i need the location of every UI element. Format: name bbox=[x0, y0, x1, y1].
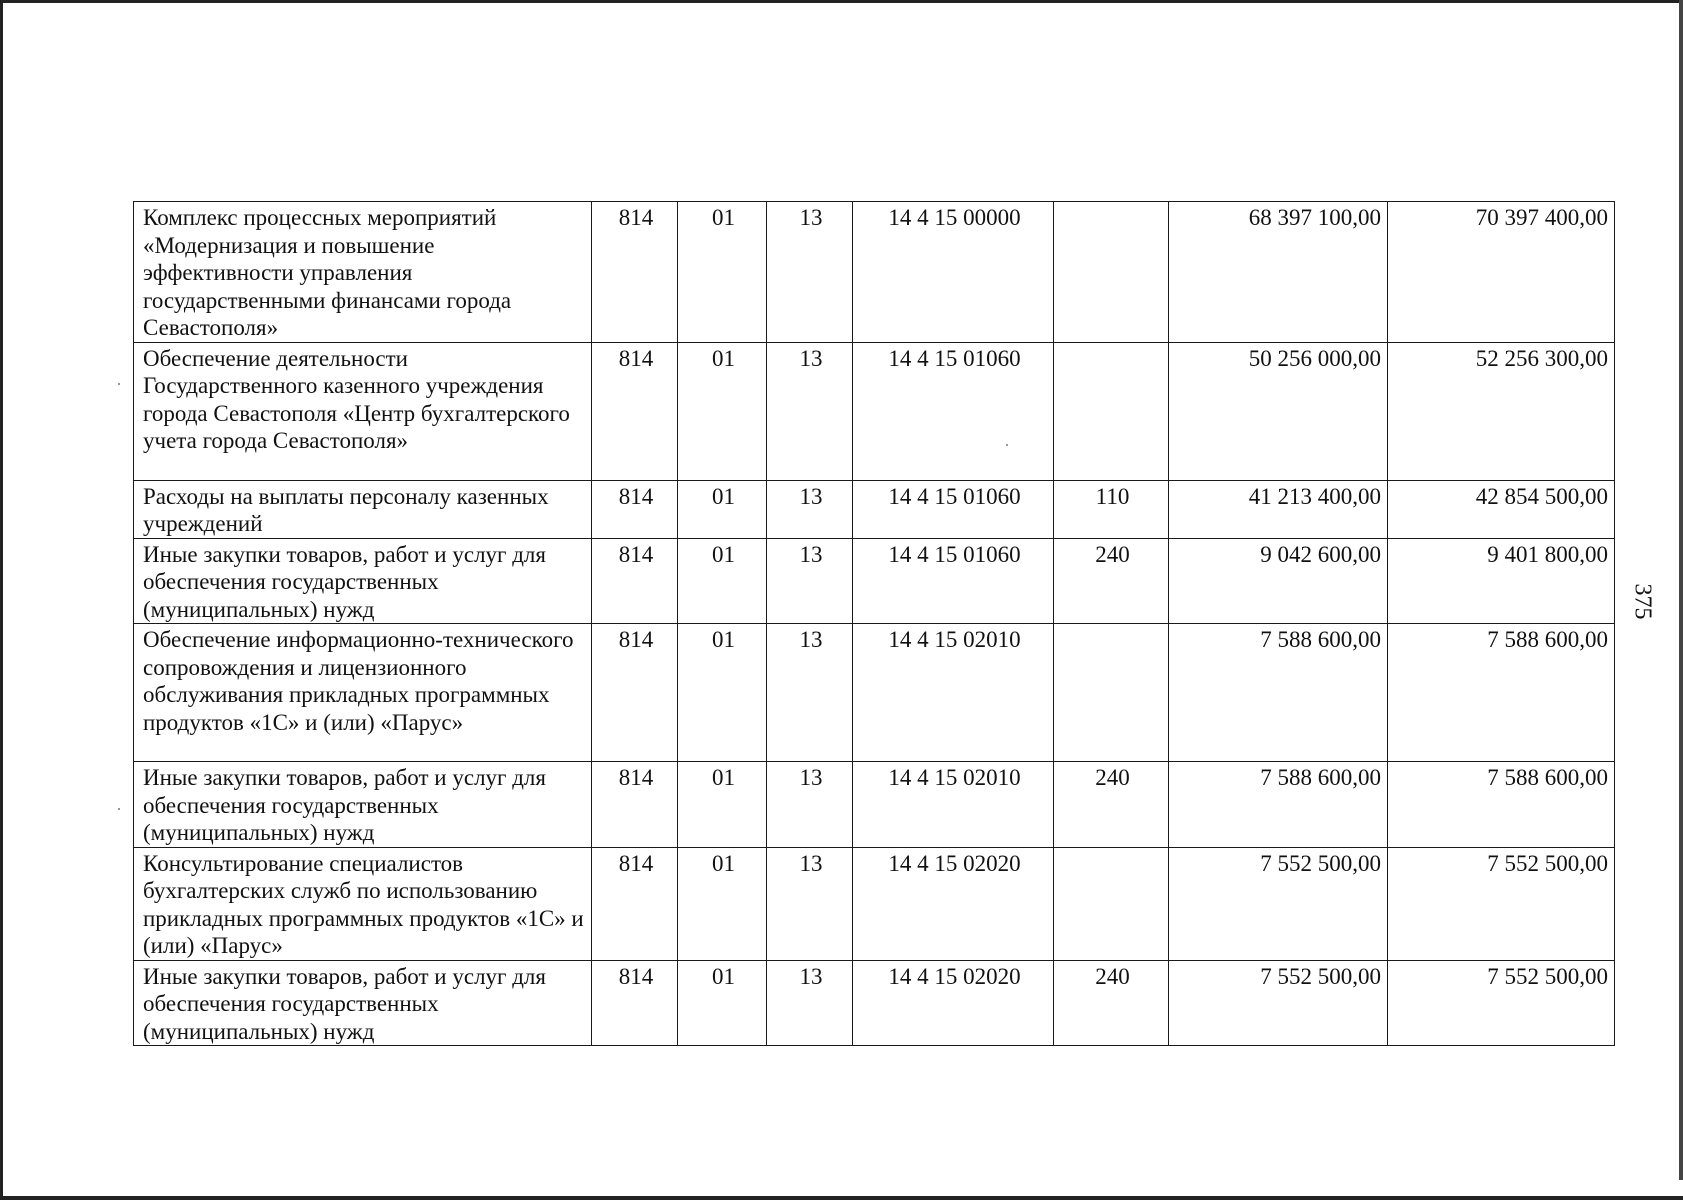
subsection-cell: 13 bbox=[767, 960, 853, 1046]
expense-type-cell: 240 bbox=[1054, 538, 1169, 624]
section-cell: 01 bbox=[678, 624, 767, 762]
section-cell: 01 bbox=[678, 762, 767, 848]
amount-year2-cell: 7 588 600,00 bbox=[1388, 624, 1615, 762]
expense-type-cell bbox=[1054, 342, 1169, 480]
table-row bbox=[134, 960, 1615, 1046]
expense-name-cell: Расходы на выплаты персоналу казенных учреждений bbox=[134, 480, 592, 538]
expense-type-cell: 240 bbox=[1054, 762, 1169, 848]
target-article-cell: 14 4 15 01060 bbox=[853, 480, 1054, 538]
amount-year1-cell: 7 552 500,00 bbox=[1169, 847, 1388, 960]
target-article-cell: 14 4 15 02010 bbox=[853, 762, 1054, 848]
section-cell: 01 bbox=[678, 960, 767, 1046]
expense-name-cell: Консультирование специалистов бухгалтерских служб по использованию прикладных программных продуктов «1С» и (или) «Парус» bbox=[134, 847, 592, 960]
amount-year1-cell: 50 256 000,00 bbox=[1169, 342, 1388, 480]
amount-year2-cell: 7 552 500,00 bbox=[1388, 960, 1615, 1046]
expense-type-cell bbox=[1054, 202, 1169, 343]
subsection-cell: 13 bbox=[767, 342, 853, 480]
expense-name-cell: Иные закупки товаров, работ и услуг для обеспечения государственных (муниципальных) нужд bbox=[134, 538, 592, 624]
ministry-code-cell: 814 bbox=[592, 202, 678, 343]
expense-name-cell: Комплекс процессных мероприятий «Модернизация и повышение эффективности управления государственными финансами города Севастополя» bbox=[134, 202, 592, 343]
expense-name-cell: Иные закупки товаров, работ и услуг для обеспечения государственных (муниципальных) нужд bbox=[134, 960, 592, 1046]
budget-table-body bbox=[134, 202, 1615, 1046]
ministry-code-cell: 814 bbox=[592, 342, 678, 480]
amount-year1-cell: 7 588 600,00 bbox=[1169, 624, 1388, 762]
expense-type-cell bbox=[1054, 847, 1169, 960]
ministry-code-cell: 814 bbox=[592, 538, 678, 624]
table-row bbox=[134, 624, 1615, 762]
target-article-cell: 14 4 15 01060 bbox=[853, 538, 1054, 624]
amount-year1-cell: 7 552 500,00 bbox=[1169, 960, 1388, 1046]
table-row bbox=[134, 847, 1615, 960]
scan-border-left bbox=[0, 0, 3, 1200]
amount-year2-cell: 70 397 400,00 bbox=[1388, 202, 1615, 343]
table-row bbox=[134, 762, 1615, 848]
subsection-cell: 13 bbox=[767, 847, 853, 960]
amount-year2-cell: 7 588 600,00 bbox=[1388, 762, 1615, 848]
section-cell: 01 bbox=[678, 538, 767, 624]
scan-border-right bbox=[1679, 0, 1683, 1180]
amount-year1-cell: 9 042 600,00 bbox=[1169, 538, 1388, 624]
ministry-code-cell: 814 bbox=[592, 762, 678, 848]
table-row bbox=[134, 480, 1615, 538]
expense-name-cell: Иные закупки товаров, работ и услуг для обеспечения государственных (муниципальных) нужд bbox=[134, 762, 592, 848]
expense-type-cell: 240 bbox=[1054, 960, 1169, 1046]
amount-year1-cell: 41 213 400,00 bbox=[1169, 480, 1388, 538]
table-row bbox=[134, 202, 1615, 343]
subsection-cell: 13 bbox=[767, 202, 853, 343]
section-cell: 01 bbox=[678, 342, 767, 480]
scan-border-top bbox=[0, 0, 1683, 3]
expense-name-cell: Обеспечение информационно-технического сопровождения и лицензионного обслуживания прикладных программных продуктов «1С» и (или) «Парус» bbox=[134, 624, 592, 762]
scan-speck bbox=[118, 383, 120, 385]
target-article-cell: 14 4 15 01060 bbox=[853, 342, 1054, 480]
amount-year2-cell: 42 854 500,00 bbox=[1388, 480, 1615, 538]
amount-year1-cell: 68 397 100,00 bbox=[1169, 202, 1388, 343]
expense-type-cell bbox=[1054, 624, 1169, 762]
subsection-cell: 13 bbox=[767, 538, 853, 624]
amount-year2-cell: 9 401 800,00 bbox=[1388, 538, 1615, 624]
ministry-code-cell: 814 bbox=[592, 960, 678, 1046]
target-article-cell: 14 4 15 02020 bbox=[853, 960, 1054, 1046]
ministry-code-cell: 814 bbox=[592, 480, 678, 538]
target-article-cell: 14 4 15 02020 bbox=[853, 847, 1054, 960]
subsection-cell: 13 bbox=[767, 762, 853, 848]
scan-speck bbox=[118, 808, 120, 810]
expense-type-cell: 110 bbox=[1054, 480, 1169, 538]
section-cell: 01 bbox=[678, 847, 767, 960]
target-article-cell: 14 4 15 02010 bbox=[853, 624, 1054, 762]
subsection-cell: 13 bbox=[767, 624, 853, 762]
amount-year2-cell: 7 552 500,00 bbox=[1388, 847, 1615, 960]
ministry-code-cell: 814 bbox=[592, 624, 678, 762]
ministry-code-cell: 814 bbox=[592, 847, 678, 960]
scan-border-bottom bbox=[0, 1196, 1683, 1200]
section-cell: 01 bbox=[678, 202, 767, 343]
amount-year2-cell: 52 256 300,00 bbox=[1388, 342, 1615, 480]
page-number: 375 bbox=[1629, 583, 1656, 620]
amount-year1-cell: 7 588 600,00 bbox=[1169, 762, 1388, 848]
budget-table bbox=[133, 201, 1615, 1046]
target-article-cell: 14 4 15 00000 bbox=[853, 202, 1054, 343]
table-row bbox=[134, 538, 1615, 624]
table-row bbox=[134, 342, 1615, 480]
section-cell: 01 bbox=[678, 480, 767, 538]
expense-name-cell: Обеспечение деятельности Государственного казенного учреждения города Севастополя «Центр бухгалтерского учета города Севастополя» bbox=[134, 342, 592, 480]
subsection-cell: 13 bbox=[767, 480, 853, 538]
